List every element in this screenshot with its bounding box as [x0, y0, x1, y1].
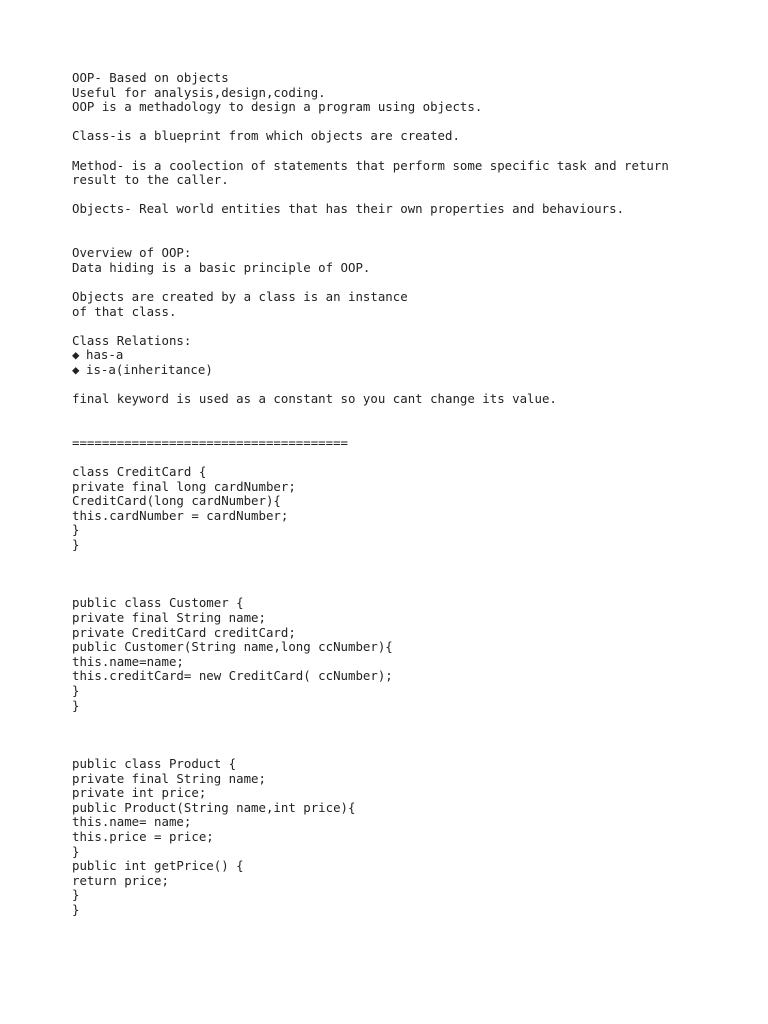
- class-definition: Class-is a blueprint from which objects are created.: [72, 128, 460, 144]
- code-line: return price;: [72, 872, 169, 888]
- relation-label: has-a: [86, 347, 124, 363]
- code-line: private int price;: [72, 785, 207, 801]
- code-line: }: [72, 843, 80, 859]
- objects-created-line: of that class.: [72, 303, 177, 319]
- code-line: }: [72, 697, 80, 713]
- code-line: public int getPrice() {: [72, 858, 244, 874]
- code-line: public Product(String name,int price){: [72, 799, 356, 815]
- code-line: }: [72, 901, 80, 917]
- code-line: private CreditCard creditCard;: [72, 624, 296, 640]
- objects-created-line: Objects are created by a class is an instance: [72, 288, 408, 304]
- code-line: private final String name;: [72, 609, 266, 625]
- code-line: }: [72, 522, 80, 538]
- intro-line: OOP- Based on objects: [72, 70, 229, 85]
- code-line: }: [72, 537, 80, 552]
- relation-list-item: [72, 348, 752, 363]
- code-line: public class Customer {: [72, 595, 244, 611]
- diamond-bullet-icon: ◆: [72, 361, 80, 377]
- code-line: public Customer(String name,long ccNumber){: [72, 639, 393, 655]
- relation-label: is-a(inheritance): [86, 361, 213, 377]
- method-definition-line: result to the caller.: [72, 172, 229, 188]
- intro-line: OOP is a methadology to design a program using objects.: [72, 99, 483, 115]
- code-line: private final long cardNumber;: [72, 478, 296, 494]
- code-line: public class Product {: [72, 755, 237, 771]
- code-line: CreditCard(long cardNumber){: [72, 493, 281, 509]
- data-hiding-note: Data hiding is a basic principle of OOP.: [72, 259, 371, 275]
- code-line: this.name= name;: [72, 814, 192, 830]
- code-line: }: [72, 887, 80, 903]
- separator-line: =====================================: [72, 434, 349, 450]
- diamond-bullet-icon: ◆: [72, 347, 80, 363]
- code-line: this.cardNumber = cardNumber;: [72, 507, 289, 523]
- code-line: class CreditCard {: [72, 464, 207, 480]
- code-line: private final String name;: [72, 770, 266, 786]
- document-body: [72, 71, 752, 917]
- objects-definition: Objects- Real world entities that has their own properties and behaviours.: [72, 201, 625, 217]
- relations-title: Class Relations:: [72, 332, 192, 348]
- code-line: }: [72, 682, 80, 698]
- code-line: this.creditCard= new CreditCard( ccNumber);: [72, 668, 393, 684]
- code-line: this.name=name;: [72, 653, 184, 669]
- code-line: this.price = price;: [72, 828, 214, 844]
- final-keyword-note: final keyword is used as a constant so you cant change its value.: [72, 391, 557, 407]
- intro-line: Useful for analysis,design,coding.: [72, 84, 326, 100]
- relation-list-item: [72, 363, 752, 378]
- overview-title: Overview of OOP:: [72, 245, 192, 261]
- method-definition-line: Method- is a coolection of statements that perform some specific task and return: [72, 157, 669, 173]
